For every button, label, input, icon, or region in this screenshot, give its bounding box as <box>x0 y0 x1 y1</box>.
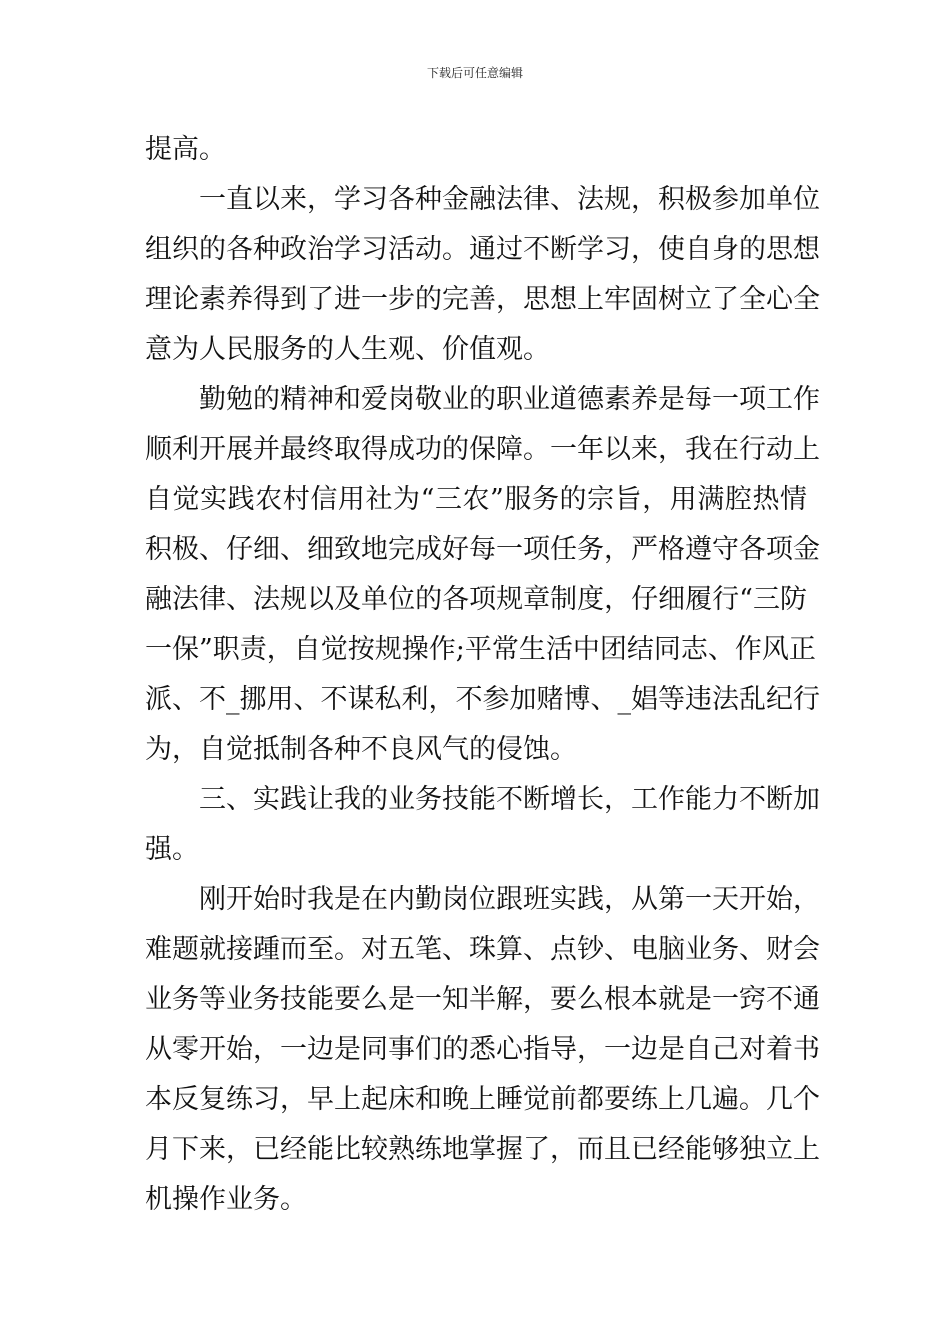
text-line: 意为人民服务的人生观、价值观。 <box>145 334 550 365</box>
document-body <box>145 125 820 1225</box>
text-line: 为，自觉抵制各种不良风气的侵蚀。 <box>145 734 577 765</box>
text-line: 积极、仔细、细致地完成好每一项任务，严格遵守各项金 <box>145 534 820 565</box>
text-line: 理论素养得到了进一步的完善，思想上牢固树立了全心全 <box>145 284 820 315</box>
text-line: 顺利开展并最终取得成功的保障。一年以来，我在行动上 <box>145 434 820 465</box>
text-line: 从零开始，一边是同事们的悉心指导，一边是自己对着书 <box>145 1034 820 1065</box>
text-line: 业务等业务技能要么是一知半解，要么根本就是一窍不通 <box>145 984 820 1015</box>
paragraph-first-line: 勤勉的精神和爱岗敬业的职业道德素养是每一项工作 <box>199 384 820 415</box>
section-heading-line: 三、实践让我的业务技能不断增长，工作能力不断加 <box>199 784 820 815</box>
text-line: 融法律、法规以及单位的各项规章制度，仔细履行“三防 <box>145 584 807 615</box>
text-line: 提高。 <box>145 134 226 165</box>
text-line: 机操作业务。 <box>145 1184 307 1215</box>
text-line: 难题就接踵而至。对五笔、珠算、点钞、电脑业务、财会 <box>145 934 820 965</box>
paragraph-first-line: 刚开始时我是在内勤岗位跟班实践，从第一天开始， <box>199 884 820 915</box>
text-line: 自觉实践农村信用社为“三农”服务的宗旨，用满腔热情 <box>145 484 807 515</box>
text-line: 派、不_挪用、不谋私利，不参加赌博、_娼等违法乱纪行 <box>145 684 820 715</box>
paragraph-first-line: 一直以来，学习各种金融法律、法规，积极参加单位 <box>199 184 820 215</box>
page-header: 下载后可任意编辑 <box>426 66 523 80</box>
text-line: 月下来，已经能比较熟练地掌握了，而且已经能够独立上 <box>145 1134 820 1165</box>
text-line: 组织的各种政治学习活动。通过不断学习，使自身的思想 <box>145 234 820 265</box>
text-line: 本反复练习，早上起床和晚上睡觉前都要练上几遍。几个 <box>145 1084 820 1115</box>
text-line: 强。 <box>145 834 199 865</box>
text-line: 一保”职责，自觉按规操作;平常生活中团结同志、作风正 <box>145 634 816 665</box>
